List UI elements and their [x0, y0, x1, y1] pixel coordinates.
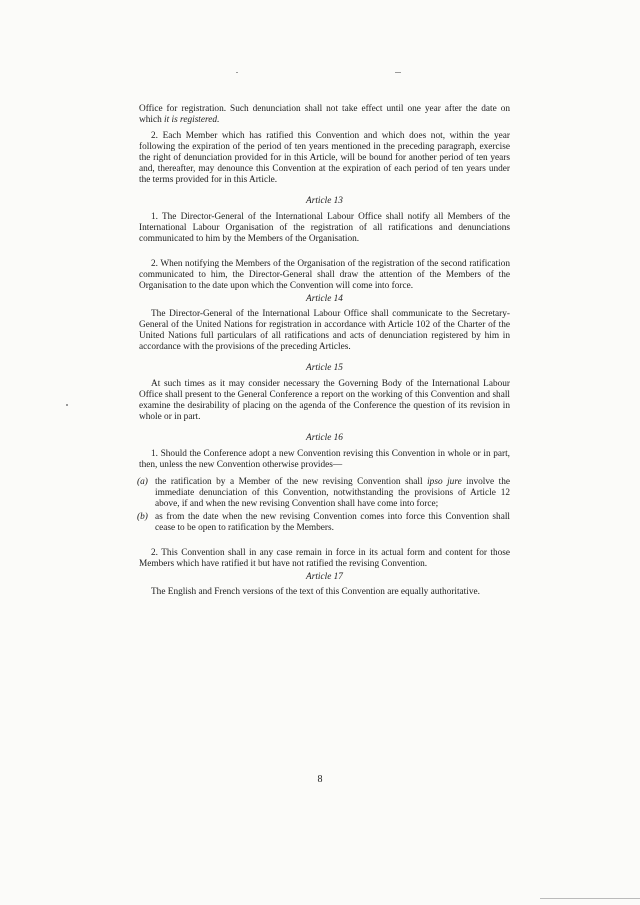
article-14-heading: Article 14 — [306, 294, 343, 304]
item-a-text: the ratification by a Member of the new revising Convention shall ipso jure involve the immediate denunciation of this Convention, notwithstanding the provisions of Article 12 above, if and when the new revising Convention shall have come into force; — [155, 477, 510, 509]
article-15-heading: Article 15 — [306, 363, 343, 373]
continuation-paragraph: Office for registration. Such denunciation shall not take effect until one year after the date on which it is registered. — [139, 104, 510, 125]
article-16-paragraph-1: 1. Should the Conference adopt a new Convention revising this Convention in whole or in part, then, unless the new Convention otherwise provides— — [139, 449, 510, 470]
article-13-paragraph-1: 1. The Director-General of the International Labour Office shall notify all Members of the International Labour Organisation of the registration of all ratifications and denunciations communicated to him by the Members of the Organisation. — [139, 212, 510, 244]
article-12-paragraph-2: 2. Each Member which has ratified this Convention and which does not, within the year following the expiration of the period of ten years mentioned in the preceding paragraph, exercise the right of denunciation provided for in this Article, will be bound for another period of ten years and, thereafter, may denounce this Convention at the expiration of each period of ten years under the terms provided for in this Article. — [139, 131, 510, 185]
article-15-paragraph-1: At such times as it may consider necessary the Governing Body of the International Labour Office shall present to the General Conference a report on the working of this Convention and shall examine the desirability of placing on the agenda of the Conference the question of its revision in whole or in part. — [139, 379, 510, 422]
article-16-paragraph-2: 2. This Convention shall in any case remain in force in its actual form and content for those Members which have ratified it but have not ratified the revising Convention. — [139, 548, 510, 569]
article-16-heading: Article 16 — [306, 433, 343, 443]
scan-speck — [66, 404, 68, 406]
article-16-item-a — [139, 477, 510, 510]
item-b-text: as from the date when the new revising Convention comes into force this Convention shall cease to be open to ratification by the Members. — [155, 512, 510, 533]
document-page — [139, 104, 510, 598]
article-17-heading: Article 17 — [306, 572, 343, 582]
article-13-heading: Article 13 — [306, 196, 343, 206]
item-a-label: (a) — [137, 477, 148, 487]
scan-edge-line — [540, 898, 640, 899]
article-13-paragraph-2: 2. When notifying the Members of the Organisation of the registration of the second ratification communicated to him, the Director-General shall draw the attention of the Members of the Organisation to the date upon which the Convention will come into force. — [139, 259, 510, 291]
article-14-paragraph-1: The Director-General of the International Labour Office shall communicate to the Secretary-General of the United Nations for registration in accordance with Article 102 of the Charter of the United Nations full particulars of all ratifications and acts of denunciation registered by him in accordance with the provisions of the preceding Articles. — [139, 309, 510, 352]
page-number: 8 — [317, 774, 323, 785]
article-17-paragraph-1: The English and French versions of the text of this Convention are equally authoritative. — [151, 587, 480, 597]
scan-speck — [395, 72, 401, 73]
scan-speck — [236, 72, 238, 73]
item-b-label: (b) — [137, 512, 148, 522]
article-16-item-b — [139, 512, 510, 534]
